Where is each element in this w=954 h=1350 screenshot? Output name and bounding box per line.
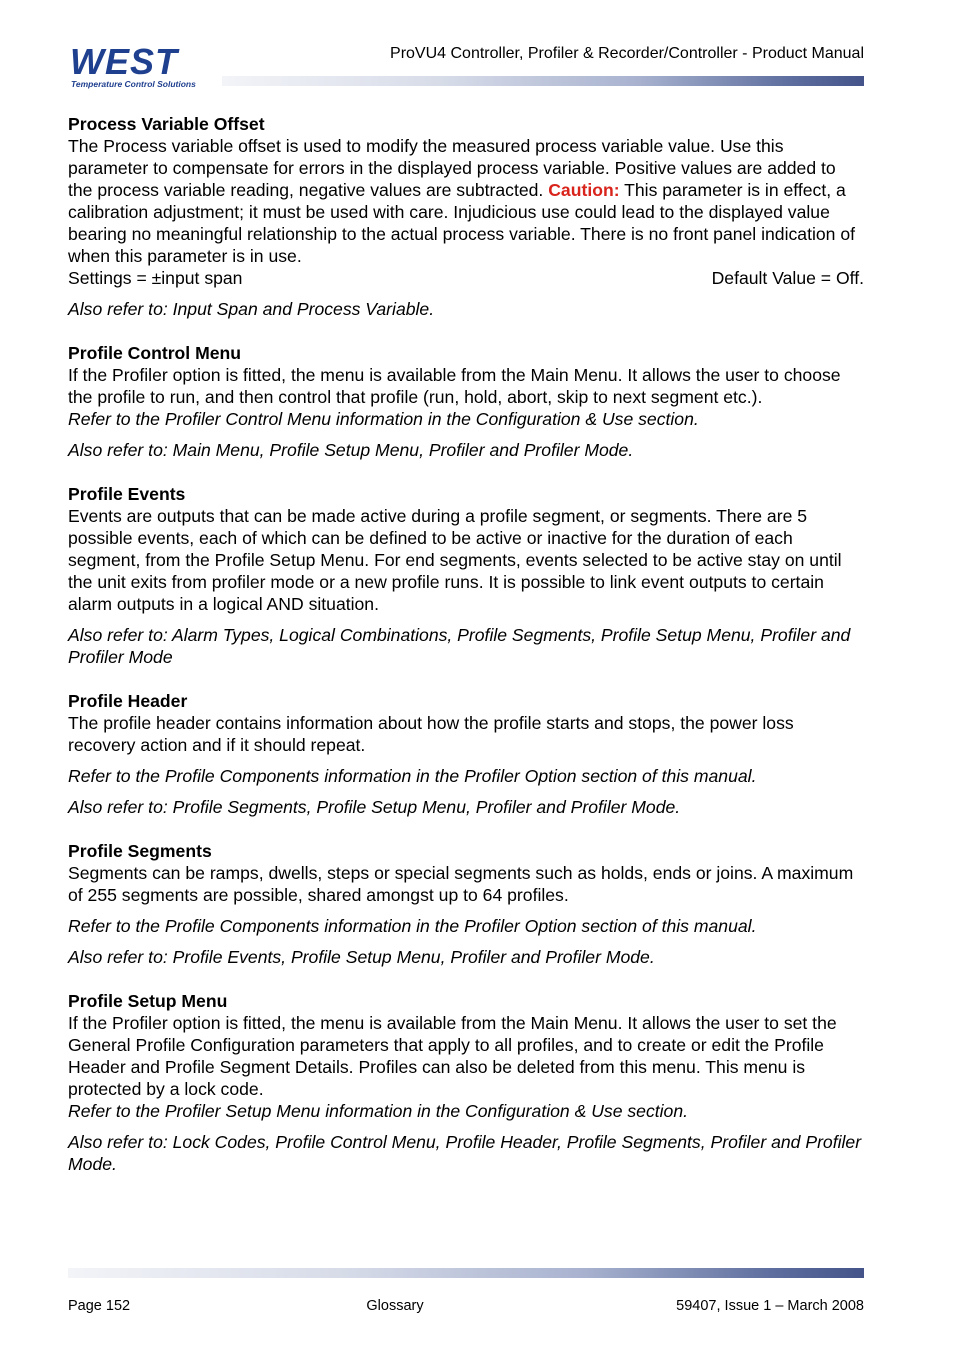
refer-text: Refer to the Profile Components information in the Profiler Option section of this manual.: [68, 766, 757, 786]
section-body: Events are outputs that can be made active during a profile segment, or segments. There are 5 possible events, each of which can be defined to be active or inactive for the duration of each segment, from the Profile Setup Menu. For end segments, events selected to be active stay on until the unit exits from profiler mode or a new profile runs. It is possible to link event outputs to certain alarm outputs in a logical AND situation.: [68, 506, 842, 614]
caution-label: Caution:: [548, 180, 620, 200]
section-profile-header: [68, 690, 864, 818]
section-profile-events: [68, 483, 864, 668]
also-refer-text: Also refer to: Profile Segments, Profile Setup Menu, Profiler and Profiler Mode.: [68, 797, 681, 817]
section-body: The profile header contains information about how the profile starts and stops, the power loss recovery action and if it should repeat.: [68, 713, 794, 755]
section-profile-segments: [68, 840, 864, 968]
page-number: Page 152: [68, 1298, 131, 1314]
section-heading: Profile Setup Menu: [68, 991, 228, 1011]
section-process-variable-offset: [68, 113, 864, 320]
west-logo: [68, 44, 228, 90]
also-refer-text: Also refer to: Main Menu, Profile Setup Menu, Profiler and Profiler Mode.: [68, 440, 634, 460]
section-profile-control-menu: [68, 342, 864, 461]
default-value-text: Default Value = Off.: [711, 268, 864, 288]
logo-tagline: Temperature Control Solutions: [71, 79, 196, 89]
glossary-content: [68, 113, 864, 1197]
document-issue: 59407, Issue 1 – March 2008: [676, 1298, 864, 1314]
section-heading: Profile Control Menu: [68, 343, 241, 363]
also-refer-text: Also refer to: Profile Events, Profile Setup Menu, Profiler and Profiler Mode.: [68, 947, 655, 967]
settings-text: Settings = ±input span: [68, 268, 243, 288]
document-title: ProVU4 Controller, Profiler & Recorder/Controller - Product Manual: [390, 45, 864, 62]
section-body: [68, 135, 864, 267]
refer-text: Refer to the Profile Components information in the Profiler Option section of this manual.: [68, 916, 757, 936]
section-heading: Process Variable Offset: [68, 114, 265, 134]
logo-wordmark: WEST: [70, 44, 178, 82]
section-body: If the Profiler option is fitted, the menu is available from the Main Menu. It allows the user to choose the profile to run, and then control that profile (run, hold, abort, skip to next segment etc.).: [68, 365, 841, 407]
body-text: The Process variable offset is used to modify the measured process variable value. Use this parameter to compensate for errors in the displayed process variable. Positive values are added to the process variable reading, negative values are subtracted.: [68, 136, 836, 200]
also-refer-text: Also refer to: Alarm Types, Logical Combinations, Profile Segments, Profile Setup Menu, Profiler and Profiler Mode: [68, 625, 851, 667]
header-rule: [222, 76, 864, 86]
refer-text: Refer to the Profiler Setup Menu information in the Configuration & Use section.: [68, 1101, 689, 1121]
body-text-continued: This parameter is in effect, a calibration adjustment; it must be used with care. Injudicious use could lead to the displayed value bearing no meaningful relationship to the actual process variable. There is no front panel indication of when this parameter is in use.: [68, 180, 855, 266]
refer-text: Refer to the Profiler Control Menu information in the Configuration & Use section.: [68, 409, 699, 429]
section-heading: Profile Segments: [68, 841, 212, 861]
section-heading: Profile Events: [68, 484, 186, 504]
also-refer-text: Also refer to: Input Span and Process Variable.: [68, 299, 435, 319]
settings-row: [68, 267, 864, 289]
section-body: Segments can be ramps, dwells, steps or special segments such as holds, ends or joins. A maximum of 255 segments are possible, shared amongst up to 64 profiles.: [68, 863, 854, 905]
section-body: If the Profiler option is fitted, the menu is available from the Main Menu. It allows the user to set the General Profile Configuration parameters that apply to all profiles, and to create or edit the Profile Header and Profile Segment Details. Profiles can also be deleted from this menu. This menu is protected by a lock code.: [68, 1013, 837, 1099]
section-profile-setup-menu: [68, 990, 864, 1175]
page-footer: [68, 1296, 864, 1316]
footer-rule: [68, 1268, 864, 1278]
section-heading: Profile Header: [68, 691, 188, 711]
also-refer-text: Also refer to: Lock Codes, Profile Control Menu, Profile Header, Profile Segments, Profiler and Profiler Mode.: [68, 1132, 862, 1174]
footer-section-name: Glossary: [366, 1298, 424, 1314]
